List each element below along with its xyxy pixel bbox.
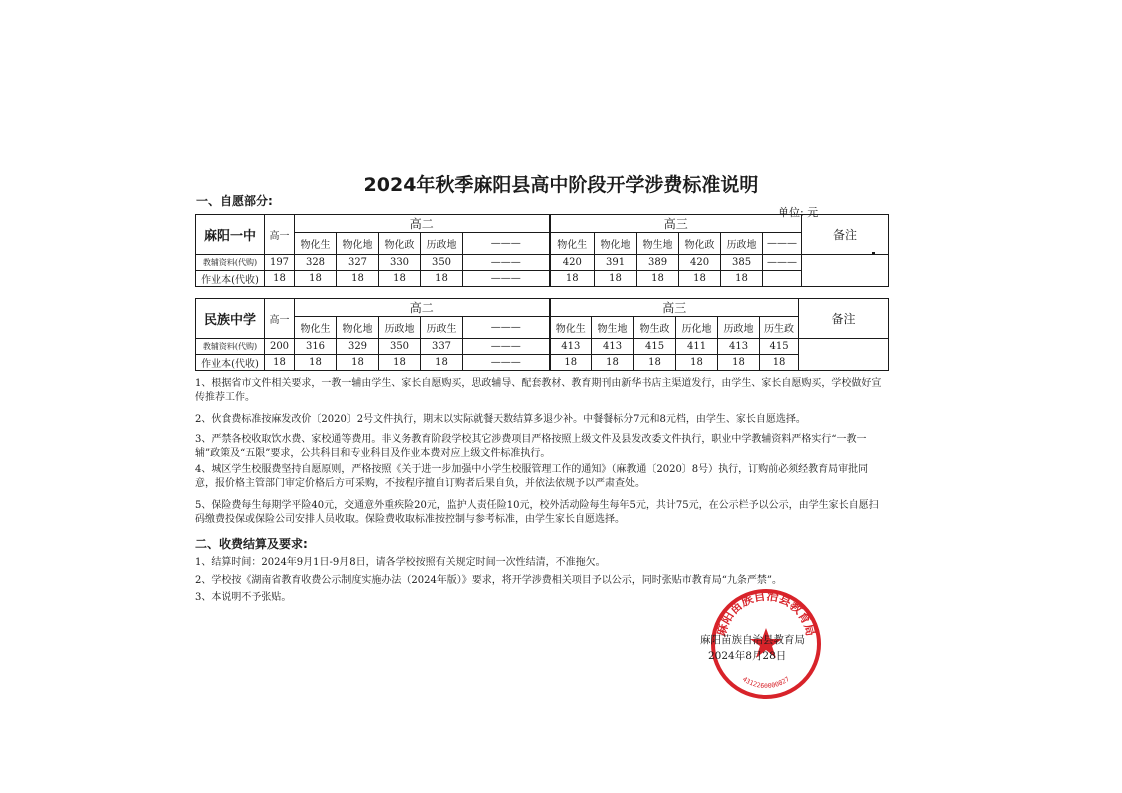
- value-cell: 413: [550, 339, 592, 355]
- fee-table-minzu: [195, 298, 889, 371]
- value-cell: 330: [379, 255, 421, 271]
- value-cell: 420: [679, 255, 721, 271]
- note-3: 3、严禁各校收取饮水费、家校通等费用。非义务教育阶段学校其它涉费项目严格按照上级文件及县发改委文件执行，职业中学教辅资料严格实行“一教一辅”政策及“五限”要求，公共科目和专业科目及作业本费对应上级文件标准执行。: [195, 434, 867, 459]
- dash-cell: ———: [463, 339, 550, 355]
- dash-cell: ———: [463, 233, 550, 255]
- value-cell: 391: [595, 255, 637, 271]
- requirement-2: 2、学校按《湖南省教育收费公示制度实施办法（2024年版）》要求，将开学涉费相关项目予以公示，同时张贴市教育局“九条严禁”。: [195, 575, 783, 586]
- subject-cell: 物生地: [592, 317, 634, 339]
- subject-cell: 历生政: [760, 317, 799, 339]
- value-cell: 18: [592, 355, 634, 371]
- note-4: 4、城区学生校服费坚持自愿原则，严格按照《关于进一步加强中小学生校服管理工作的通知》（麻教通〔2020〕8号）执行，订购前必须经教育局审批同意，报价格主管部门审定价格后方可采购，不按程序擅自订购者后果自负，并依法依规予以严肃查处。: [195, 464, 869, 489]
- row-label: 教辅资料(代购): [196, 255, 265, 271]
- subject-cell: 物化政: [679, 233, 721, 255]
- value-cell: 328: [295, 255, 337, 271]
- remark-cell: [799, 339, 889, 371]
- dash-cell: ———: [763, 233, 802, 255]
- mark-dot: [872, 252, 875, 255]
- value-cell: 350: [379, 339, 421, 355]
- value-cell: 18: [721, 271, 763, 287]
- dash-cell: ———: [763, 255, 802, 271]
- value-cell: 337: [421, 339, 463, 355]
- seal-code: 4312260000027: [740, 675, 792, 690]
- value-cell: 18: [550, 355, 592, 371]
- value-cell: 18: [379, 355, 421, 371]
- row-label: 作业本(代收): [196, 355, 265, 371]
- value-cell: 389: [637, 255, 679, 271]
- value-cell: 18: [676, 355, 718, 371]
- value-cell: 420: [550, 255, 595, 271]
- subject-cell: 历政地: [718, 317, 760, 339]
- subject-cell: 历政地: [721, 233, 763, 255]
- value-cell: 18: [295, 271, 337, 287]
- grade1-header: 高一: [265, 215, 295, 255]
- value-cell: 18: [265, 271, 295, 287]
- subject-cell: 历政地: [421, 233, 463, 255]
- value-cell: 329: [337, 339, 379, 355]
- value-cell: 197: [265, 255, 295, 271]
- dash-cell: ———: [463, 271, 550, 287]
- row-label: 作业本(代收): [196, 271, 265, 287]
- remark-header: 备注: [799, 299, 889, 339]
- value-cell: 18: [337, 271, 379, 287]
- value-cell: 18: [595, 271, 637, 287]
- value-cell: 413: [718, 339, 760, 355]
- subject-cell: 物化政: [379, 233, 421, 255]
- school-name: 麻阳一中: [196, 215, 265, 255]
- value-cell: 18: [760, 355, 799, 371]
- issue-date: 2024年8月28日: [708, 650, 787, 662]
- subject-cell: 物化地: [337, 233, 379, 255]
- subject-cell: 历政地: [379, 317, 421, 339]
- value-cell: 18: [634, 355, 676, 371]
- grade3-header: 高三: [550, 299, 799, 317]
- subject-cell: 物化生: [550, 233, 595, 255]
- subject-cell: 物化地: [595, 233, 637, 255]
- value-cell: 18: [379, 271, 421, 287]
- subject-cell: 物生政: [634, 317, 676, 339]
- issuer-signature: 麻阳苗族自治县教育局: [700, 634, 805, 646]
- value-cell: 18: [337, 355, 379, 371]
- value-cell: 385: [721, 255, 763, 271]
- value-cell: 316: [295, 339, 337, 355]
- empty-cell: [763, 271, 802, 287]
- value-cell: 18: [679, 271, 721, 287]
- dash-cell: ———: [463, 317, 550, 339]
- value-cell: 200: [265, 339, 295, 355]
- value-cell: 350: [421, 255, 463, 271]
- grade3-header: 高三: [550, 215, 802, 233]
- subject-cell: 物化地: [337, 317, 379, 339]
- dash-cell: ———: [463, 255, 550, 271]
- value-cell: 18: [295, 355, 337, 371]
- grade2-header: 高二: [295, 215, 550, 233]
- subject-cell: 物化生: [295, 317, 337, 339]
- value-cell: 18: [637, 271, 679, 287]
- subject-cell: 物生地: [637, 233, 679, 255]
- value-cell: 18: [550, 271, 595, 287]
- section2-heading: 二、收费结算及要求:: [195, 537, 308, 551]
- value-cell: 18: [421, 271, 463, 287]
- page-title: 2024年秋季麻阳县高中阶段开学涉费标准说明: [363, 174, 759, 196]
- value-cell: 18: [718, 355, 760, 371]
- row-label: 教辅资料(代购): [196, 339, 265, 355]
- value-cell: 18: [421, 355, 463, 371]
- value-cell: 415: [760, 339, 799, 355]
- subject-cell: 历化地: [676, 317, 718, 339]
- remark-cell: [802, 255, 889, 287]
- subject-cell: 物化生: [550, 317, 592, 339]
- requirement-1: 1、结算时间：2024年9月1日-9月8日，请各学校按照有关规定时间一次性结清，不准拖欠。: [195, 557, 606, 568]
- value-cell: 18: [265, 355, 295, 371]
- dash-cell: ———: [463, 355, 550, 371]
- unit-label: 单位: 元: [778, 206, 819, 219]
- note-2: 2、伙食费标准按麻发改价〔2020〕2号文件执行，期末以实际就餐天数结算多退少补。中餐餐标分7元和8元档，由学生、家长自愿选择。: [195, 414, 806, 425]
- grade2-header: 高二: [295, 299, 550, 317]
- note-1: 1、根据省市文件相关要求，一教一辅由学生、家长自愿购买，思政辅导、配套教材、教育期刊由新华书店主渠道发行，由学生、家长自愿购买，学校做好宣传推荐工作。: [195, 378, 882, 403]
- section1-heading: 一、自愿部分:: [196, 194, 273, 208]
- subject-cell: 历政生: [421, 317, 463, 339]
- grade1-header: 高一: [265, 299, 295, 339]
- value-cell: 415: [634, 339, 676, 355]
- remark-header: 备注: [802, 215, 889, 255]
- school-name: 民族中学: [196, 299, 265, 339]
- value-cell: 411: [676, 339, 718, 355]
- value-cell: 327: [337, 255, 379, 271]
- requirement-3: 3、本说明不予张贴。: [195, 592, 292, 603]
- fee-table-mayang-no1: [195, 214, 889, 287]
- seal-text: 麻阳苗族自治县教育局: [714, 588, 818, 638]
- subject-cell: 物化生: [295, 233, 337, 255]
- value-cell: 413: [592, 339, 634, 355]
- svg-text:4312260000027: [741, 675, 791, 690]
- note-5: 5、保险费每生每期学平险40元，交通意外重疾险20元，监护人责任险10元，校外活动险每生每年5元，共计75元，在公示栏予以公示，由学生家长自愿扫码缴费投保或保险公司安排人员收取。保险费收取标准按控制与参考标准，由学生家长自愿选择。: [195, 500, 879, 525]
